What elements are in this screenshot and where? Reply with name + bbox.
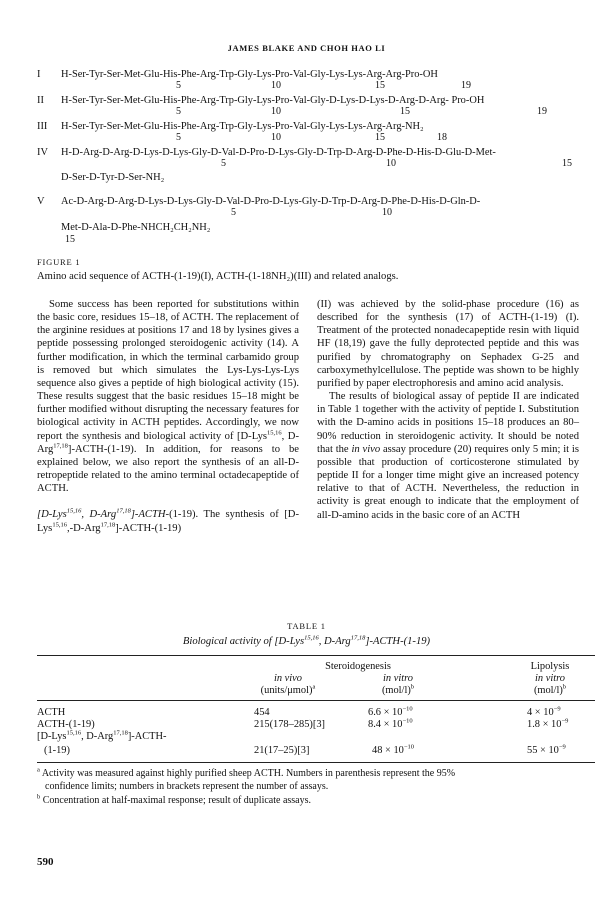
text-run: The results of biological assay of peptide II are indicated in Table 1 together with the activity of peptide I. Substitution with the D-amino acids in positions 15–18 produces an 80–90% reduction in steroidogenic activity. It should be noted that the [317,391,579,455]
figure-title: FIGURE 1 [37,257,81,267]
superscript: 17,18 [350,634,366,642]
column-group-header: Lipolysis [530,661,570,672]
residue-number: 19 [537,106,547,117]
table-cell [372,745,414,756]
table-footnote-a [37,768,597,793]
sequence-label: III [37,121,48,132]
text-run: ,-D-Arg [66,522,101,534]
column-header [510,685,590,696]
table-top-rule [37,655,595,656]
column-header: in vitro [535,673,565,684]
cell-run: 55 × 10 [527,745,559,756]
section-heading-run: , D-Arg [81,509,117,521]
table-cell: 215(178–285)[3] [254,719,325,730]
superscript: 15,16 [52,520,67,528]
table-row-label [37,731,167,742]
residue-number: 5 [231,207,236,218]
residue-number: 10 [271,80,281,91]
table-cell [527,707,561,718]
table-row-label: ACTH [37,707,66,718]
sequence-text: D-Ser-D-Tyr-D-Ser-NH₂ [61,172,165,183]
sequence-label: IV [37,147,48,158]
table-row-label: ACTH-(1-19) [37,719,95,730]
page-number: 590 [37,856,54,868]
table-cell [368,707,413,718]
table-cell [527,745,566,756]
residue-number: 10 [271,132,281,143]
column-header: in vivo [274,673,302,684]
residue-number: 5 [176,132,181,143]
superscript: b [562,683,567,691]
residue-number: 18 [437,132,447,143]
residue-number: 15 [65,234,75,245]
caption-run: ]-ACTH-(1-19) [365,636,431,647]
cell-run: [D-Lys [37,731,67,742]
residue-number: 5 [176,106,181,117]
sequence-label: II [37,95,44,106]
superscript: −9 [561,717,569,725]
left-column [37,298,299,535]
footnote-mark: a [37,766,40,774]
paragraph [37,508,299,534]
table-cell [368,719,413,730]
cell-run: 48 × 10 [372,745,404,756]
text-run: ]-ACTH-(1-19) [115,522,182,534]
sequence-label: V [37,196,45,207]
superscript: 17,18 [53,442,68,450]
column-header [358,685,438,696]
paragraph [317,298,579,390]
superscript: 17,18 [113,729,128,737]
superscript: −10 [402,705,413,713]
superscript: 15,16 [66,729,82,737]
superscript: −10 [402,717,413,725]
text-run: ]-ACTH-(1-19). In addition, for reasons to be explained below, we also report the synthesis of an all-D-retropeptide related to the amino terminal octadecapeptide of ACTH. [37,443,299,495]
cell-run: 6.6 × 10 [368,707,403,718]
residue-number: 5 [176,80,181,91]
superscript: 15,16 [66,507,82,515]
right-column [317,298,579,522]
table-footnote-b [37,795,597,808]
text-run: (II) was achieved by the solid-phase procedure (16) as described for the synthesis (17) of ACTH-(1-19) (I). Treatment of the protected nonadecapeptide resin with liquid HF (18,19) gave the fully deprotected peptide and this was purified by chromatography on Sephadex G-25 and carboxymethylcellulose. The peptide was shown to be highly purified by paper electrophoresis and amino acid analysis. [317,299,579,389]
residue-number: 15 [375,132,385,143]
text-run: Some success has been reported for substitutions within the basic core, residues 15–18, of ACTH. The replacement of the arginine residues at positions 17 and 18 by lysines gives a peptide possessing prolonged steroidogenic activity (14). A further modification, in which the terminal carbamido group is removed but which simulates the Lys-Lys-Lys-Lys sequence also gives a peptide of high biological activity (15). These results suggest that the basic residues 15–18 might be further modified without disrupting the necessary features for biological activity in ACTH peptides. Accordingly, we now report the synthesis and biological activity of [D-Lys [37,299,299,442]
column-header [238,685,338,696]
footnote-text: confidence limits; numbers in brackets represent the number of assays. [45,780,329,792]
table-cell [527,719,568,730]
superscript: 17,18 [116,507,131,515]
superscript: −10 [403,743,415,751]
caption-run: Biological activity of [D-Lys [182,636,305,647]
sequence-text: H-Ser-Tyr-Ser-Met-Glu-His-Phe-Arg-Trp-Gly-Lys-Pro-Val-Gly-Lys-Lys-Arg-Arg-Pro-OH [61,69,438,80]
text-run: , D-Arg [37,430,299,455]
residue-number: 10 [386,158,396,169]
table-caption [0,636,613,647]
section-heading-run: [D-Lys [37,509,67,521]
running-header: JAMES BLAKE AND CHOH HAO LI [227,43,386,53]
cell-run: 8.4 × 10 [368,719,403,730]
text-run: assay procedure (20) requires only 5 min; it is possible that production of corticosterone stimulated by peptide II for a longer time might give an increased potency relative to that of ACTH. Nevertheless, the reduction in activity is great enough to indicate that the employment of all-D-amino acids in the basic core of an ACTH [317,443,579,521]
table-cell: 454 [254,707,270,718]
residue-number: 15 [375,80,385,91]
residue-number: 15 [562,158,572,169]
footnote-mark: b [37,793,41,801]
residue-number: 10 [271,106,281,117]
sequence-label: I [37,69,41,80]
sequence-text: Met-D-Ala-D-Phe-NHCH₂CH₂NH₂ [61,222,211,233]
sequence-text: H-Ser-Tyr-Ser-Met-Glu-His-Phe-Arg-Trp-Gly-Lys-Pro-Val-Gly-D-Lys-D-Lys-D-Arg-D-Arg- Pro-OH [61,95,485,106]
header-run: (mol/l) [533,685,563,696]
table-cell: 21(17–25)[3] [254,745,310,756]
table-header-rule [37,700,595,701]
superscript: 17,18 [100,520,116,528]
text-run: in vivo [351,443,381,455]
superscript: b [410,683,415,691]
header-run: (units/μmol) [260,685,313,696]
superscript: 15,16 [304,634,319,642]
cell-run: , D-Arg [81,731,114,742]
sequence-text: Ac-D-Arg-D-Arg-D-Lys-D-Lys-Gly-D-Val-D-Pro-D-Lys-Gly-D-Trp-D-Arg-D-Phe-D-His-D-Gln-D- [61,196,481,207]
sequence-text: H-D-Arg-D-Arg-D-Lys-D-Lys-Gly-D-Val-D-Pro-D-Lys-Gly-D-Trp-D-Arg-D-Phe-D-His-D-Glu-D-Met- [61,147,496,158]
cell-run: ]-ACTH- [127,731,167,742]
table-title: TABLE 1 [287,621,326,631]
column-header: in vitro [383,673,413,684]
section-heading-run: ]-ACTH [130,509,166,521]
figure-caption: Amino acid sequence of ACTH-(1-19)(I), ACTH-(1-18NH₂)(III) and related analogs. [37,271,399,282]
superscript: a [312,683,316,691]
section-heading-run: -(1-19). [165,509,199,521]
cell-run: 4 × 10 [527,707,554,718]
caption-run: , D-Arg [318,636,351,647]
superscript: −9 [558,743,566,751]
residue-number: 10 [382,207,392,218]
residue-number: 19 [461,80,471,91]
paragraph [37,298,299,495]
superscript: 15,16 [267,429,282,437]
footnote-text: Concentration at half-maximal response; result of duplicate assays. [40,795,312,806]
column-group-header: Steroidogenesis [325,661,391,672]
residue-number: 5 [221,158,226,169]
paragraph [317,390,579,522]
header-run: (mol/l) [381,685,411,696]
table-bottom-rule [37,762,595,763]
sequence-text: H-Ser-Tyr-Ser-Met-Glu-His-Phe-Arg-Trp-Gly-Lys-Pro-Val-Gly-Lys-Lys-Arg-Arg-NH₂ [61,121,424,132]
table-row-label: (1-19) [44,745,70,756]
text-run: The synthesis of [D-Lys [37,509,299,534]
superscript: −9 [553,705,561,713]
residue-number: 15 [400,106,410,117]
cell-run: 1.8 × 10 [527,719,562,730]
footnote-text: Activity was measured against highly purified sheep ACTH. Numbers in parenthesis represent the 95% [39,768,456,779]
